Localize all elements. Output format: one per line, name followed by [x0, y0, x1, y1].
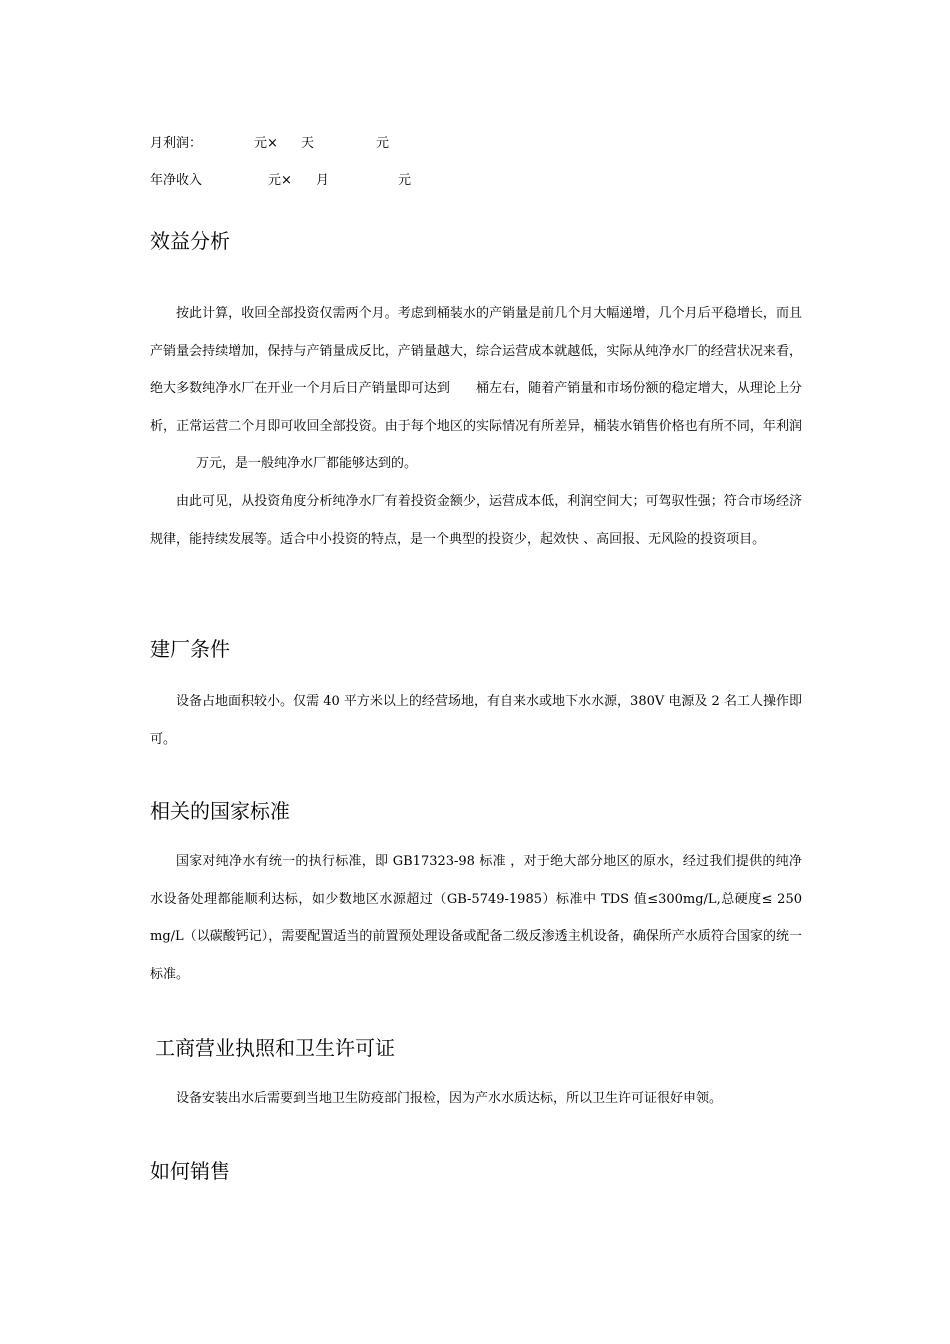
conditions-paragraph: 设备占地面积较小。仅需 40 平方米以上的经营场地，有自来水或地下水水源，380V 电源及 2 名工人操作即可。	[150, 694, 802, 747]
section-heading-benefit: 效益分析	[150, 229, 230, 253]
benefit-p1-part-b: 桶左右，随着产销量和市场份额的稳定增大，从理论上分析，正常运营二个月即可收回全部投资。由于每个地区的实际情况有所差异，桶装水销售价格也有所不同，年利润	[150, 381, 802, 434]
section-heading-license: 工商营业执照和卫生许可证	[155, 1036, 395, 1060]
benefit-p1-part-a: 按此计算，收回全部投资仅需两个月。考虑到桶装水的产销量是前几个月大幅递增，几个月后平稳增长，而且产销量会持续增加，保持与产销量成反比，产销量越大，综合运营成本就越低，实际从纯净水厂的经营状况来看，绝大多数纯净水厂在开业一个月后日产销量即可达到	[150, 306, 802, 396]
annual-income-label: 年净收入	[150, 173, 203, 188]
monthly-profit-unit-yuan-times: 元×	[254, 136, 278, 151]
benefit-paragraph-2: 由此可见，从投资角度分析纯净水厂有着投资金额少，运营成本低，利润空间大；可驾驭性强；符合市场经济规律，能持续发展等。适合中小投资的特点，是一个典型的投资少，起效快 、高回报、无风险的投资项目。	[150, 494, 802, 547]
section-heading-sales: 如何销售	[150, 1159, 230, 1183]
annual-income-unit-yuan: 元	[398, 173, 412, 188]
license-paragraph: 设备安装出水后需要到当地卫生防疫部门报检，因为产水水质达标，所以卫生许可证很好申领。	[176, 1091, 723, 1106]
annual-income-unit-yuan-times: 元×	[268, 173, 292, 188]
benefit-paragraph-1	[150, 295, 802, 483]
benefit-p1-part-c: 万元，是一般纯净水厂都能够达到的。	[196, 456, 418, 471]
monthly-profit-label: 月利润：	[150, 136, 203, 151]
section-heading-standards: 相关的国家标准	[150, 799, 290, 823]
monthly-profit-unit-yuan: 元	[376, 136, 390, 151]
monthly-profit-unit-day: 天	[301, 136, 315, 151]
annual-income-unit-month: 月	[316, 173, 330, 188]
section-heading-conditions: 建厂条件	[150, 637, 230, 661]
standards-paragraph: 国家对纯净水有统一的执行标准，即 GB17323-98 标准 ，对于绝大部分地区的原水，经过我们提供的纯净水设备处理都能顺利达标，如少数地区水源超过（GB-5749-1985）标准中 TDS 值≤300mg/L,总硬度≤ 250 mg/L（以碳酸钙记），需要配置适当的前置预处理设备或配备二级反渗透主机设备，确保所产水质符合国家的统一标准。	[150, 854, 802, 982]
